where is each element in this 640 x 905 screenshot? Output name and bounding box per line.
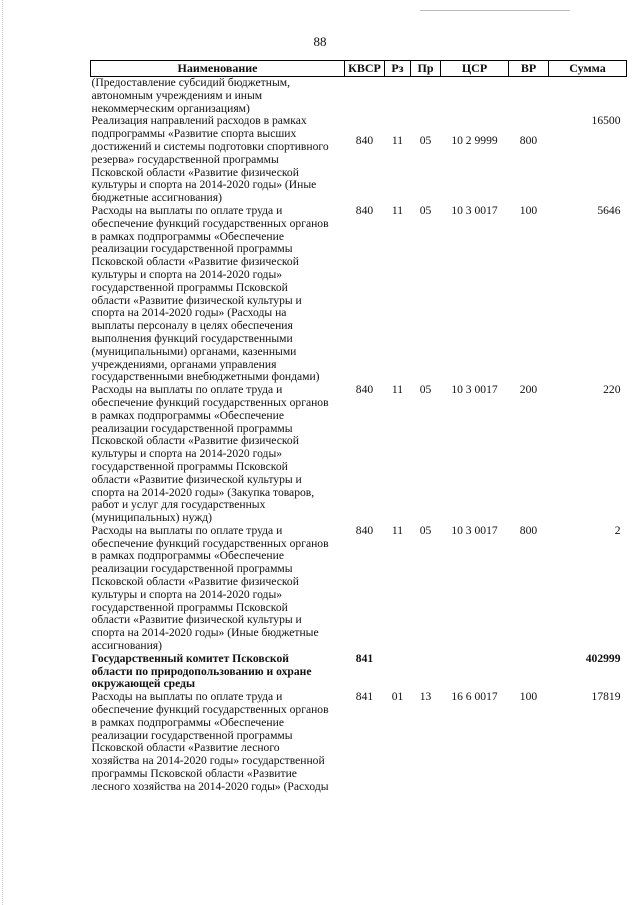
- header-sum: Сумма: [549, 61, 627, 77]
- table-row: [91, 525, 627, 653]
- row-kvsr: 840: [355, 383, 374, 397]
- row-vr: 100: [519, 203, 538, 217]
- row-kvsr: 841: [355, 690, 374, 704]
- row-sum: [549, 77, 627, 116]
- row-csr: [441, 653, 509, 691]
- row-sum: 220: [603, 383, 621, 397]
- row-pr: 05: [419, 523, 432, 537]
- row-kvsr: [345, 77, 385, 116]
- row-pr: [411, 653, 441, 691]
- row-pr: 05: [419, 134, 432, 148]
- row-name: Расходы на выплаты по оплате труда и обеспечение функций государственных органов в рамках подпрограммы «Обеспечение реализации государственной программы Псковской области «Развитие физической культуры и спорта на 2014-2020 годы» государственной программы Псковской области «Развитие физической культуры и спорта на 2014-2020 годы» (Закупка товаров, работ и услуг для государственных (муниципальных) нужд): [91, 383, 329, 525]
- row-rz: [385, 77, 411, 116]
- header-vr: ВР: [509, 61, 549, 77]
- row-vr: 800: [519, 523, 538, 537]
- row-name: Расходы на выплаты по оплате труда и обеспечение функций государственных органов в рамках подпрограммы «Обеспечение реализации государственной программы Псковской области «Развитие физической культуры и спорта на 2014-2020 годы» государственной программы Псковской области «Развитие физической культуры и спорта на 2014-2020 годы» (Расходы на выплаты персоналу в целях обеспечения выполнения функций государственными (муниципальными) органами, казенными учреждениями, органами управления государственными внебюджетными фондами): [91, 203, 329, 384]
- row-vr: 100: [519, 690, 538, 704]
- row-sum: 402999: [585, 651, 621, 665]
- row-kvsr: 841: [355, 651, 374, 665]
- row-csr: 10 3 0017: [451, 203, 498, 217]
- row-kvsr: 840: [355, 134, 374, 148]
- header-row: [91, 61, 627, 77]
- row-rz: 11: [391, 383, 404, 397]
- row-vr: [509, 653, 549, 691]
- row-kvsr: 840: [355, 523, 374, 537]
- row-csr: 10 3 0017: [451, 383, 498, 397]
- row-csr: 16 6 0017: [451, 690, 498, 704]
- row-kvsr: 840: [355, 203, 374, 217]
- row-csr: 10 3 0017: [451, 523, 498, 537]
- table-row: [91, 384, 627, 525]
- row-pr: 13: [419, 690, 432, 704]
- row-pr: 05: [419, 203, 432, 217]
- page-edge: [2, 0, 3, 905]
- scan-line: [420, 10, 570, 11]
- row-csr: [441, 77, 509, 116]
- row-rz: 11: [391, 523, 404, 537]
- table-row: [91, 205, 627, 384]
- row-vr: 800: [519, 134, 538, 148]
- row-sum: 16500: [591, 114, 621, 128]
- header-csr: ЦСР: [441, 61, 509, 77]
- table-row: [91, 77, 627, 116]
- header-name: Наименование: [91, 61, 345, 77]
- budget-table: [90, 60, 627, 794]
- page-number: 88: [313, 34, 327, 49]
- row-csr: 10 2 9999: [451, 134, 498, 148]
- row-rz: [385, 653, 411, 691]
- row-name: (Предоставление субсидий бюджетным, автономным учреждениям и иным некоммерческим организациям): [91, 76, 290, 115]
- row-sum: 17819: [591, 690, 621, 704]
- header-pr: Пр: [411, 61, 441, 77]
- row-vr: [509, 77, 549, 116]
- table-row: [91, 115, 627, 205]
- row-pr: [411, 77, 441, 116]
- row-name: Реализация направлений расходов в рамках подпрограммы «Развитие спорта высших достижений и системы подготовки спортивного резерва» государственной программы Псковской области «Развитие физической культуры и спорта на 2014-2020 годы» (Иные бюджетные ассигнования): [91, 114, 329, 205]
- row-sum: 5646: [597, 203, 621, 217]
- row-sum: 2: [614, 523, 621, 537]
- header-kvsr: КВСР: [345, 61, 385, 77]
- row-rz: 01: [391, 690, 404, 704]
- row-rz: 11: [391, 134, 404, 148]
- row-name: Расходы на выплаты по оплате труда и обеспечение функций государственных органов в рамках подпрограммы «Обеспечение реализации государственной программы Псковской области «Развитие физической культуры и спорта на 2014-2020 годы» государственной программы Псковской области «Развитие физической культуры и спорта на 2014-2020 годы» (Иные бюджетные ассигнования): [91, 523, 329, 653]
- header-rz: Рз: [385, 61, 411, 77]
- row-name: Расходы на выплаты по оплате труда и обеспечение функций государственных органов в рамках подпрограммы «Обеспечение реализации государственной программы Псковской области «Развитие лесного хозяйства на 2014-2020 годы» государственной программы Псковской области «Развитие лесного хозяйства на 2014-2020 годы» (Расходы: [91, 690, 329, 793]
- table-row: [91, 691, 627, 793]
- table-row-section: [91, 653, 627, 691]
- row-vr: 200: [519, 383, 538, 397]
- row-name: Государственный комитет Псковской области по природопользованию и охране окружающей среды: [91, 651, 312, 691]
- row-rz: 11: [391, 203, 404, 217]
- row-pr: 05: [419, 383, 432, 397]
